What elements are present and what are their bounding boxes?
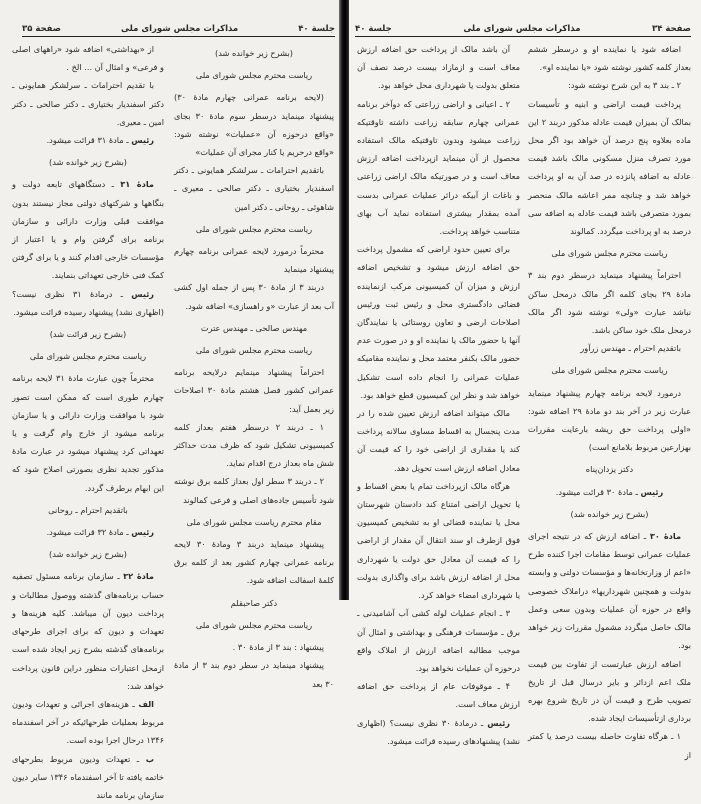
paragraph-lead: رئیس	[487, 717, 510, 728]
section-heading	[174, 44, 334, 62]
paragraph-text: آن باشد مالک از پرداخت حق اضافه ارزش معاف است و ازمازاد بیست درصد نصف آن متعلق بدولت یا شهرداری محل خواهد بود.	[357, 44, 520, 91]
section-heading	[528, 244, 691, 262]
paragraph-text: پرداخت قیمت اراضی و ابنیه و تأسیسات بمالک آن بمیزان قیمت عادله مذکور دربند ۲ این ماده بعلاوه پنج درصد آن خواهد بود اگر محل مورد تصرف منزل مسکونی مالک باشد قیمت عادله به اضافه پانزده در صد آن به او پرداخت خواهد شد و چنانچه ممر اعاشه مالک منحصر بمورد متصرفی باشد قیمت عادله به اضافه سی درصد به او پرداخت میگردد. کمالوند	[528, 98, 691, 237]
paragraph-lead: رئیس	[131, 527, 154, 538]
paragraph-text: پیشنهاد مینماید در سطر دوم بند ۳ از مادهٔ ۳۰ بعد	[174, 660, 334, 689]
paragraph-text: (بشرح زیر قرائت شد)	[49, 329, 127, 340]
paragraph-text: ۲ ـ بند ۳ به این شرح نوشته شود:	[568, 80, 681, 91]
paragraph-text: ۱ ـ دربند ۲ درسطر هفتم بعداز کلمه کمیسیونی تشکیل شود که ظرف مدت حداکثر شش ماه بعداز درج اقدام نماید.	[174, 421, 334, 469]
journal-title: مذاکرات مجلس شورای ملی	[463, 24, 581, 34]
paragraph	[12, 695, 164, 750]
section-heading	[174, 594, 334, 612]
paragraph-text: ـ مادهٔ ۳۲ قرائت میشود.	[46, 527, 132, 538]
section-heading	[528, 505, 691, 523]
paragraph-text: (لایحه برنامه عمرانی چهارم مادهٔ ۳۰) پیشنهاد مینماید درسطر سوم مادهٔ ۳۰ بجای «واقع درحوزه آن «عملیات» نوشته شود: «واقع درحریم یا کنار مجرای آن عملیات»	[174, 92, 334, 158]
paragraph-lead: مادهٔ ۳۱	[120, 179, 154, 190]
paragraph-text: محترماً درمورد لایحه عمرانی برنامه چهارم پیشنهاد مینماید	[174, 246, 334, 275]
paragraph-lead: مادهٔ ۳۰	[649, 531, 682, 542]
section-heading	[174, 66, 334, 84]
paragraph	[174, 363, 334, 418]
text-column-right	[528, 40, 691, 764]
paragraph	[12, 175, 164, 284]
section-heading	[528, 460, 691, 478]
paragraph-text: باتقدیم احترام ـ مهندس زرآور	[580, 343, 681, 354]
paragraph-text: ـ سازمان برنامه مسئول تصفیه حساب برنامه‌های گذشته ووصول مطالبات و پرداخت دیون آن میباشد. کلیه هزینه‌ها و تعهدات و دیون که برای اجرای طرحهای برنامه‌های گذشته بشرح زیر ایجاد شده است ازمحل اعتبارات منظور دراین قانون پرداخت خواهد شد:	[12, 571, 164, 691]
paragraph	[528, 95, 691, 241]
section-heading	[174, 319, 334, 337]
paragraph-text: ـ درمادهٔ ۳۱ نظری نیست؟ (اظهاری نشد) پیشنهاد رسیده قرائت میشود.	[12, 288, 164, 317]
paragraph	[174, 161, 334, 216]
paragraph	[528, 40, 691, 76]
paragraph	[357, 677, 520, 713]
paragraph	[174, 472, 334, 508]
right-page	[349, 0, 701, 760]
paragraph	[12, 285, 164, 321]
page-number: صفحة ۳۴	[652, 24, 691, 34]
paragraph-text: ـ هزینه‌های اجرائی و تعهدات ودیون مربوط بعملیات طرحهائیکه در آخر اسفندماه ۱۳۴۶ درحال اجرا بوده است.	[12, 698, 164, 746]
paragraph	[528, 339, 691, 357]
paragraph-text: پیشنهاد مینماید دربند ۳ ومادهٔ ۳۰ لایحه برنامه عمرانی چهارم کشور بعد از کلمه برق کلمهٔ اسفالت اضافه شود.	[174, 539, 334, 586]
paragraph-text: ۴ ـ موقوفات عام از پرداخت حق اضافه ارزش معاف است.	[357, 681, 520, 710]
page-header	[22, 20, 335, 37]
paragraph-text: ۱ ـ هرگاه تفاوت حاصله بیست درصد یا کمتر از	[528, 731, 691, 760]
section-heading	[12, 325, 164, 343]
paragraph	[12, 131, 164, 149]
session-number: جلسة ۴۰	[298, 24, 335, 34]
paragraph	[174, 535, 334, 590]
paragraph	[12, 369, 164, 496]
paragraph-text: (بشرح زیر خوانده شد)	[570, 508, 649, 519]
section-heading	[12, 153, 164, 171]
paragraph-text: هرگاه مالک ازپرداخت تمام یا بعض اقساط و یا تحویل اراضی امتناع کند دادستان شهرستان محل یا نماینده قضائی او به تشخیص کمیسیون فوق ازطرف او سند انتقال آن مقدار از اراضی را که قیمت آن معادل حق دولت یا شهرداری محل از اضافه ارزش باشد برای واگذاری بدولت یا شهرداری امضاء خواهد کرد.	[357, 480, 520, 601]
paragraph-text: باتقدیم احترامات ـ سرلشکر همایونی ـ دکتر اسفندیار بختیاری ـ دکتر صالحی ـ معیری ـ شاهوئی ـ روحانی ـ دکتر امین	[174, 165, 334, 212]
paragraph	[357, 404, 520, 477]
paragraph-text: ۲ ـ اعیانی و اراضی زراعتی که دوآخر برنامه عمرانی چهارم سابقه زراعت داشته تاوقتیکه زراعت میشود وبدون تاوقتیکه مالک استفاده محصول از آن مینماید ازپرداخت اضافه ارزش معاف است و در صورتیکه مالک اراضی زراعتی و باغات از آبیکه دراثر عملیات عمرانی بدست آمده بمقدار بیشتری استفاده نماید آب بهای متناسب خواهد پرداخت.	[357, 98, 520, 237]
paragraph	[174, 242, 334, 278]
paragraph-text: (بشرح زیر خوانده شد)	[49, 157, 127, 168]
paragraph	[528, 655, 691, 728]
session-number: جلسة ۴۰	[355, 24, 392, 34]
paragraph-text: اضافه ارزش عبارتست از تفاوت بین قیمت ملک اعم ازدائر و بایر درسال قبل از تاریخ تصویب طرح و قیمت آن در تاریخ شروع بهره برداری ازتأسیسات ایجاد شده.	[528, 658, 691, 724]
paragraph-lead: ب	[145, 753, 154, 764]
paragraph	[174, 278, 334, 314]
paragraph-text: محترماً چون عبارت مادهٔ ۳۱ لایحه برنامه چهارم طوری است که ممکن است تصور شود با موافقت وزارت دارائی و یا سازمان برنامه میشود از خارج وام گرفت و یا تعهداتی کرد پیشنهاد میشود در عبارت مادهٔ مذکور تجدید نظری بصورتی اصلاح شود که این ابهام برطرف گردد.	[12, 373, 164, 493]
paragraph	[357, 604, 520, 677]
paragraph-text: ریاست محترم مجلس شورای ملی	[29, 351, 147, 362]
paragraph-text: ـ دستگاههای تابعه دولت و بنگاهها و شرکتهای دولتی مجاز نیستند بدون موافقت قبلی وزارت دارائی و سازمان برنامه برای گرفتن وام و یا اعتبار از مؤسسات خارجی اقدام کنند و یا برای گرفتن کمک فنی خارجی تعهداتی بنمایند.	[12, 179, 164, 281]
text-column-right	[174, 40, 334, 693]
section-heading	[528, 361, 691, 379]
paragraph-text: احتراماً پیشنهاد مینماید درسطر دوم بند ۳ مادهٔ ۲۹ بجای کلمه اگر مالک درمحل ساکن نباشد عبارت «ولی» نوشته شود اگر مالک درمحل ملک خود ساکن باشد.	[528, 270, 691, 336]
paragraph	[528, 527, 691, 654]
paragraph-lead: رئیس	[131, 135, 154, 146]
paragraph-text: ـ مادهٔ ۳۱ قرائت میشود.	[46, 135, 132, 146]
paragraph-text: مالک میتواند اضافه ارزش تعیین شده را در مدت پنجسال به اقساط مساوی سالانه پرداخت کند یا مقداری از اراضی خود را که قیمت آن معادل اضافه ارزش است تحویل دهد.	[357, 408, 520, 473]
paragraph	[12, 750, 164, 804]
paragraph-text: ریاست محترم مجلس شورای ملی	[195, 223, 313, 234]
paragraph	[12, 76, 164, 131]
paragraph	[12, 567, 164, 694]
section-heading	[528, 483, 691, 501]
section-heading	[174, 616, 334, 634]
paragraph-text: درمورد لایحه برنامه چهارم پیشنهاد مینماید عبارت زیر در آخر بند دو مادهٔ ۲۹ اضافه شود: «اولی پرداخت حق ریشه بارعایت مقررات بهزارعین مربوط بلامانع است)	[528, 387, 691, 453]
paragraph	[174, 638, 334, 656]
paragraph-lead: مادهٔ ۳۲	[123, 571, 155, 582]
paragraph	[357, 477, 520, 604]
paragraph-text: ـ مادهٔ ۳۰ قرائت میشود.	[555, 486, 641, 497]
paragraph-text: از «بهداشتی» اضافه شود «راههای اصلی و فرعی» و امثال آن ... الخ .	[12, 44, 164, 73]
paragraph-text: ـ اضافه ارزش که در نتیجه اجرای عملیات عمرانی توسط مقامات اجرا کننده طرح «اعم از وزارتخانه‌ها و مؤسسات دولتی و وابسته بدولت و همچنین شهرداریها» دراملاک خصوصی واقع در حوزه آن عملیات وبدون سعی وعمل مالک حاصل میگردد مشمول مقررات زیر خواهد بود.	[528, 531, 691, 651]
journal-title: مذاکرات مجلس شورای ملی	[121, 24, 239, 34]
paragraph-text: ریاست محترم مجلس شورای ملی	[551, 248, 668, 259]
section-heading	[12, 347, 164, 365]
paragraph	[357, 95, 520, 241]
paragraph	[174, 88, 334, 161]
paragraph-text: ـ درمادهٔ ۳۰ نظری نیست؟ (اظهاری نشد) پیشنهادهای رسیده قرائت میشود.	[357, 717, 520, 746]
section-heading	[174, 341, 334, 359]
paragraph	[528, 727, 691, 763]
paragraph-text: دکتر یزدان‌پناه	[585, 464, 634, 475]
paragraph-text: ریاست محترم مجلس شورای ملی	[195, 619, 313, 630]
paragraph-text: مهندس صالحی ـ مهندس عترت	[200, 322, 308, 333]
text-column-left	[357, 40, 520, 750]
text-column-left	[12, 40, 164, 804]
paragraph-text: ۲ ـ دربند ۳ سطر اول بعداز کلمه برق نوشته شود تأسیس جاده‌های اصلی و فرعی کمالوند	[174, 476, 334, 505]
paragraph	[528, 384, 691, 457]
page-number: صفحة ۳۵	[22, 24, 61, 34]
paragraph-lead: رئیس	[640, 486, 664, 497]
paragraph-text: اضافه شود یا نماینده او و درسطر ششم بعداز کلمه کشور نوشته شود «یا نماینده او».	[528, 44, 691, 73]
paragraph-text: ۳ ـ انجام عملیات لوله کشی آب آشامیدنی ـ برق ـ مؤسسات فرهنگی و بهداشتی و امثال آن موجب مطالبه اضافه ارزش از املاک واقع درحوزه آن عملیات نخواهد بود.	[357, 608, 520, 673]
paragraph-text: پیشنهاد : بند ۳ از مادهٔ ۳۰ .	[232, 642, 324, 653]
paragraph-text: ـ تعهدات ودیون مربوط بطرحهای خاتمه یافته تا آخر اسفندماه ۱۳۴۶ سایر دیون سازمان برنامه مانند	[12, 753, 164, 800]
paragraph-text: ریاست محترم مجلس شورای ملی	[551, 365, 668, 376]
paragraph-lead: رئیس	[131, 288, 154, 299]
paragraph	[357, 714, 520, 750]
page-header	[355, 20, 691, 37]
section-heading	[174, 513, 334, 531]
paragraph-text: باتقدیم احترام ـ روحانی	[48, 504, 128, 515]
section-heading	[12, 501, 164, 519]
paragraph	[528, 266, 691, 339]
paragraph-text: ریاست محترم مجلس شورای ملی	[195, 345, 313, 356]
paragraph	[528, 76, 691, 94]
section-heading	[12, 545, 164, 563]
paragraph	[174, 656, 334, 692]
paragraph-text: مقام محترم ریاست مجلس شورای ملی	[186, 516, 322, 527]
paragraph	[174, 418, 334, 473]
paragraph-text: با تقدیم احترامات ـ سرلشکر همایونی ـ دکتر اسفندیار بختیاری ـ دکتر صالحی ـ دکتر امین ـ معیری.	[12, 80, 164, 127]
paragraph-text: (بشرح زیر خوانده شد)	[215, 48, 293, 58]
paragraph	[357, 240, 520, 404]
paragraph	[12, 40, 164, 76]
section-heading	[174, 220, 334, 238]
paragraph-text: احتراماً پیشنهاد مینمایم درلایحه برنامه عمرانی کشور فصل هشتم مادهٔ ۳۰ اصلاحات زیر بعمل آید:	[174, 367, 335, 414]
paragraph-text: دربند ۳ از مادهٔ ۳۰ پس از جمله اول کشی آب بعد از عبارت «و راهسازی» اضافه شود.	[174, 282, 334, 311]
paragraph	[357, 40, 520, 95]
paragraph-lead: الف	[138, 698, 154, 709]
left-page	[0, 0, 341, 800]
paragraph-text: (بشرح زیر خوانده شد)	[49, 549, 127, 560]
paragraph-text: ریاست محترم مجلس شورای ملی	[195, 70, 313, 81]
paragraph-text: دکتر صاحبقلم	[230, 597, 278, 608]
paragraph	[12, 523, 164, 541]
paragraph-text: برای تعیین حدود اراضی که مشمول پرداخت حق اضافه ارزش میشود و تشخیص اضافه ارزش و میزان آن کمیسیونی مرکب ازنماینده قضائی دادگستری محل و رئیس ثبت ورئیس اصلاحات ارضی و تعاون روستائی یا نمایندگان آنها با حضور مالک یا نماینده او و در صورت عدم حضور مالک بکنفر معتمد محل و نماینده مقامیکه عملیات عمرانی را انجام داده است تشکیل خواهد شد و نظر این کمیسیون قطع خواهد بود.	[357, 244, 520, 400]
